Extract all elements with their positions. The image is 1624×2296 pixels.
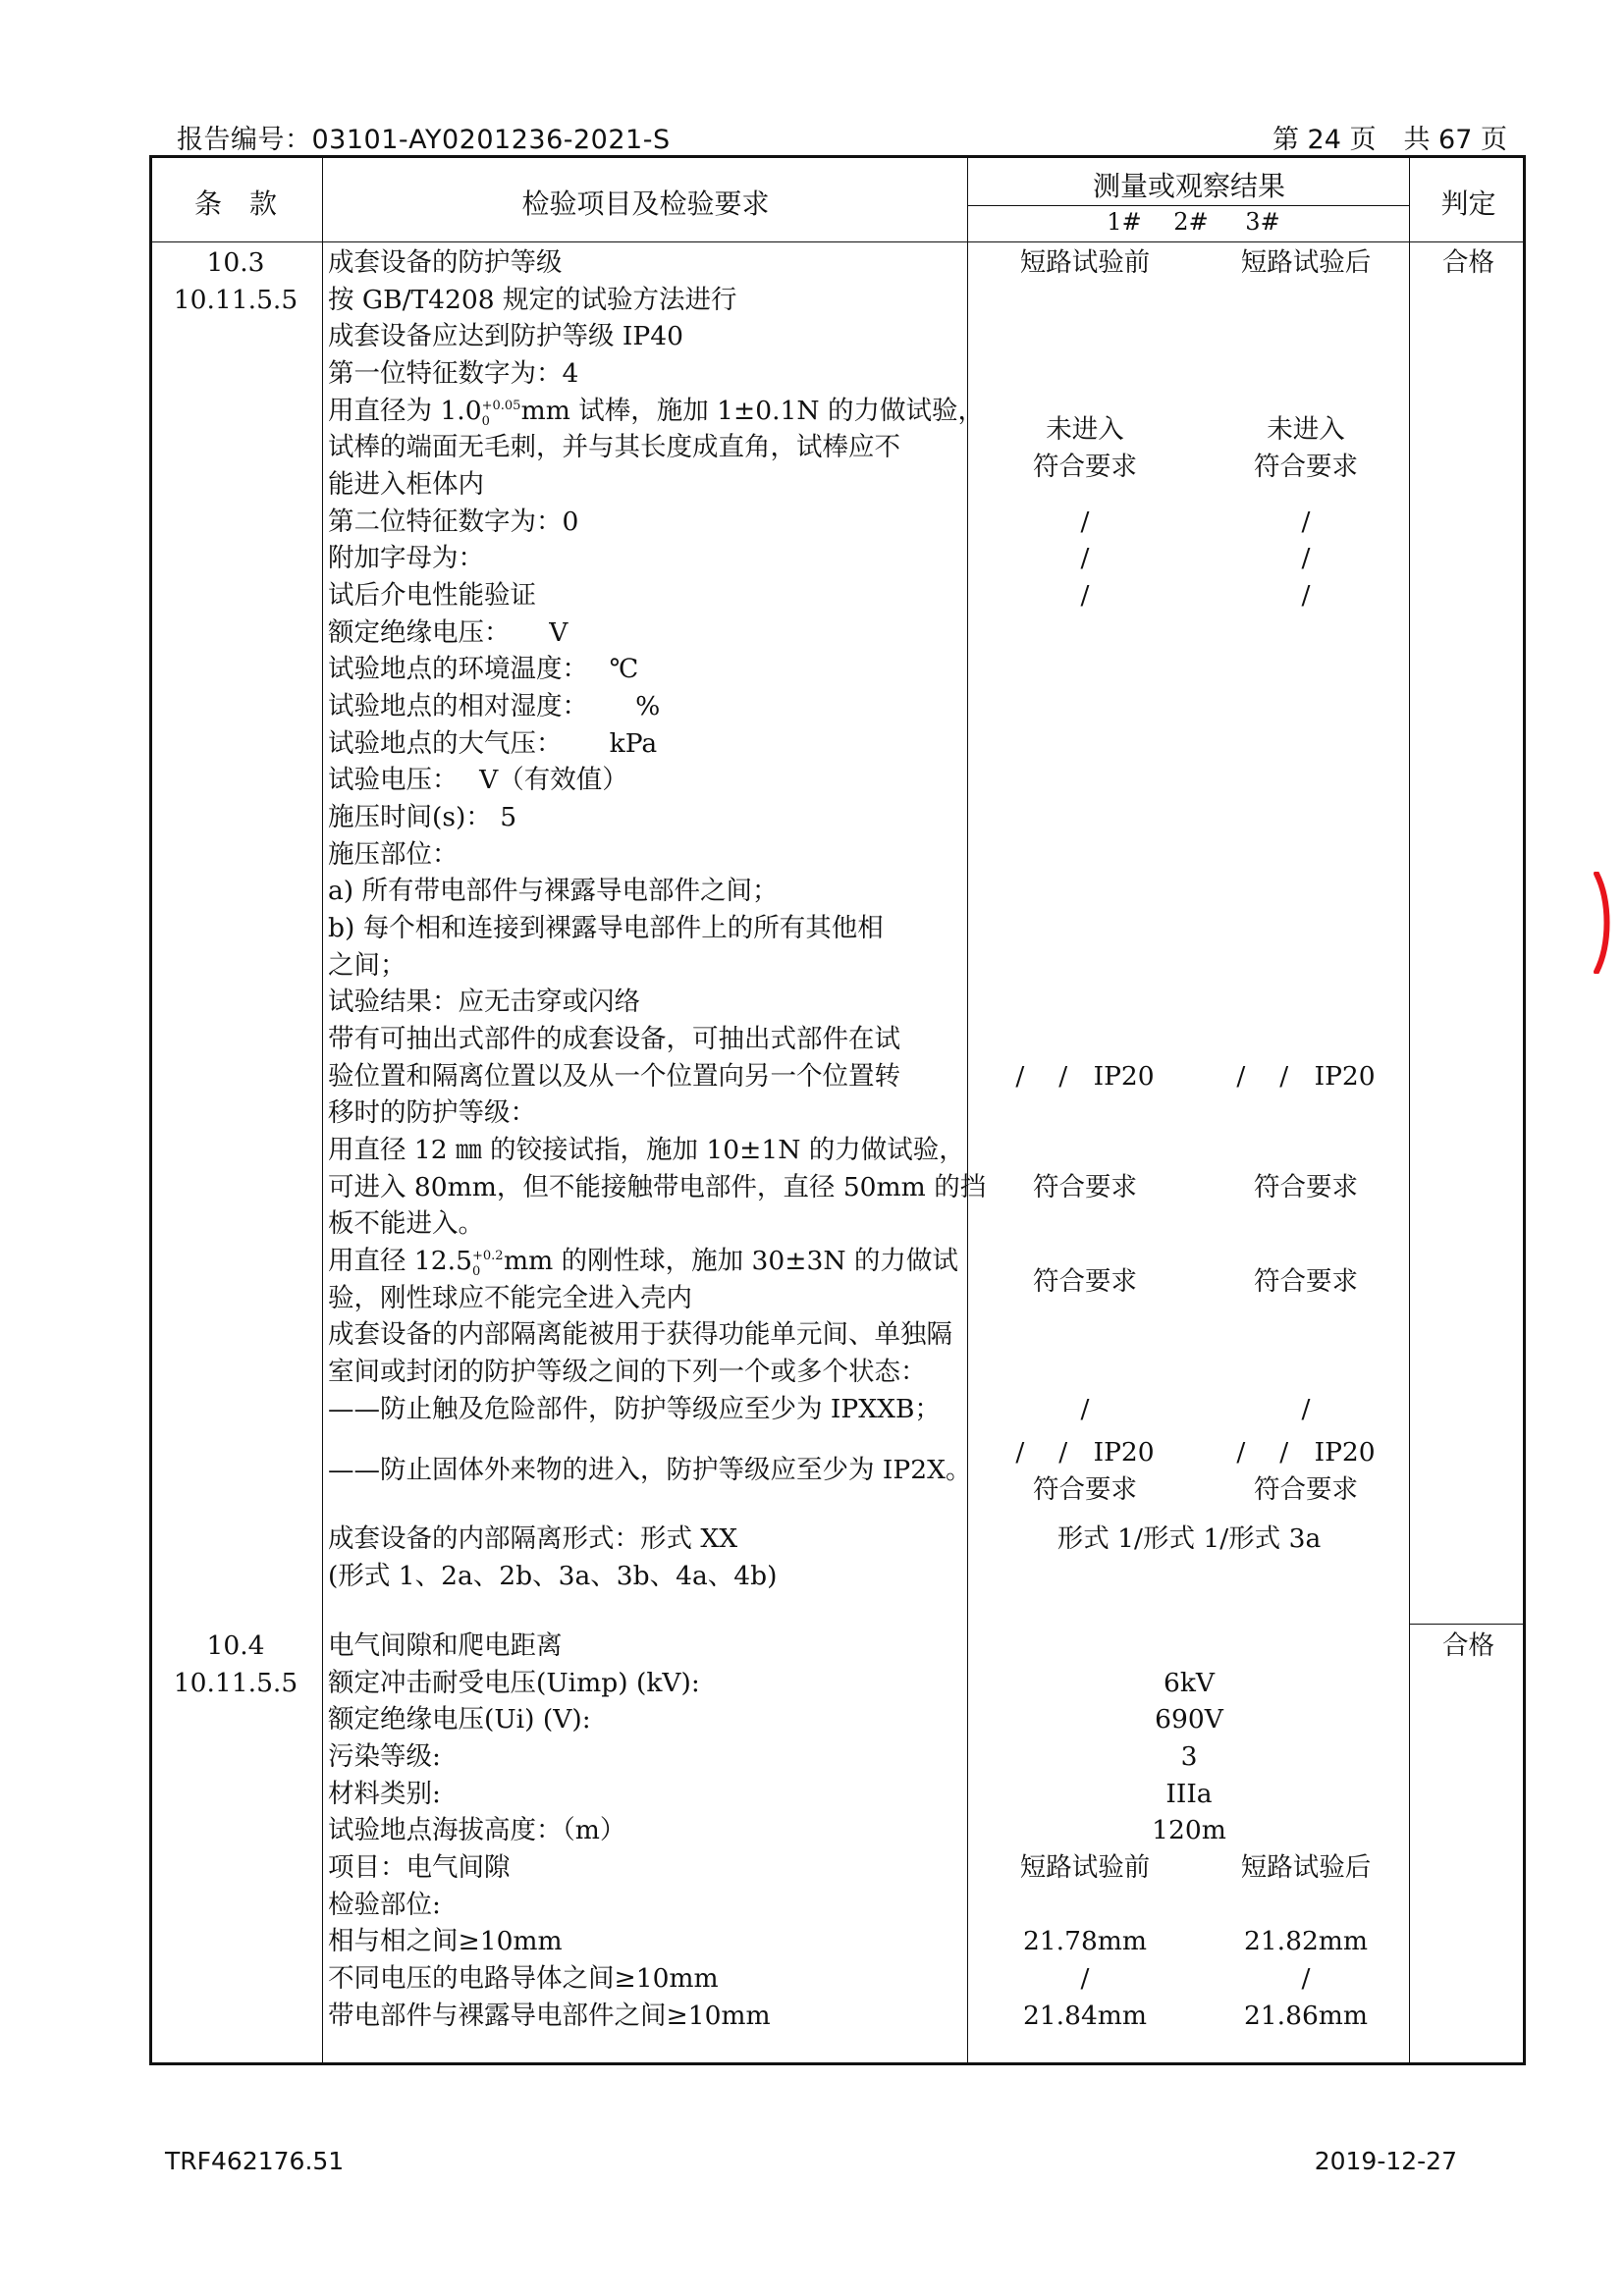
sec1-b-line-12: 施压部位： — [328, 839, 459, 870]
withdrawable-ip-after: / / IP20 — [1236, 1061, 1376, 1092]
rigid-ball-tolerance-lower: 0 — [471, 1264, 481, 1279]
test-rod-text: 用直径为 1.0 — [328, 396, 482, 426]
test-rod-requirement — [328, 393, 984, 430]
sec1-c-line-7: (形式 1、2a、2b、3a、3b、4a、4b) — [328, 1561, 778, 1591]
sample-3: 3# — [1245, 208, 1280, 236]
sample-2: 2# — [1173, 208, 1209, 236]
test-rod-tolerance-lower: 0 — [481, 414, 490, 429]
sec1-b-line-13: a) 所有带电部件与裸露导电部件之间； — [328, 876, 779, 906]
sec1-b-line-2: 能进入柜体内 — [328, 469, 484, 500]
ipxxb-after: / — [1301, 1394, 1311, 1424]
sec1-b-line-17: 带有可抽出式部件的成套设备，可抽出式部件在试 — [328, 1024, 900, 1054]
diff-voltage-before: / — [1080, 1963, 1090, 1994]
clause-10-3: 10.3 — [206, 247, 265, 278]
col-header-verdict: 判定 — [1440, 187, 1496, 220]
sec1-b-line-20: 用直径 12 ㎜ 的铰接试指，施加 10±1N 的力做试验， — [328, 1135, 965, 1165]
sec2-line-1: 电气间隙和爬电距离 — [328, 1630, 563, 1661]
rod-result-after: 未进入 — [1267, 414, 1345, 445]
sec1-b-line-11: 施压时间(s)： 5 — [328, 802, 517, 832]
sec2-line-5: 材料类别: — [328, 1779, 441, 1809]
ip2x-before: / / IP20 — [1015, 1437, 1155, 1468]
report-number — [177, 118, 671, 156]
live-part-after: 21.86mm — [1243, 2001, 1369, 2031]
col-header-item: 检验项目及检验要求 — [521, 187, 770, 220]
clause-10-4: 10.4 — [206, 1630, 265, 1661]
rod-verdict-before: 符合要求 — [1033, 452, 1137, 482]
form-number: TRF462176.51 — [165, 2147, 345, 2175]
sample-1: 1# — [1107, 208, 1142, 236]
sec1-b-line-16: 试验结果：应无击穿或闪络 — [328, 987, 640, 1017]
sec1-b-line-10: 试验电压： V（有效值） — [328, 765, 628, 795]
clearance-after-header: 短路试验后 — [1240, 1852, 1372, 1883]
phase-clearance-before: 21.78mm — [1022, 1926, 1148, 1956]
second-digit-before: / — [1080, 507, 1090, 537]
sec2-line-4: 污染等级: — [328, 1741, 441, 1772]
sec1-b-line-5: 试后介电性能验证 — [328, 580, 536, 611]
sec1-b-line-1: 试棒的端面无毛刺，并与其长度成直角，试棒应不 — [328, 432, 900, 462]
sec1-c-line-1: 验，刚性球应不能完全进入壳内 — [328, 1283, 692, 1313]
ui-value: 690V — [1155, 1704, 1223, 1735]
col-divider-result — [1409, 155, 1410, 2065]
sec1-c-line-2: 成套设备的内部隔离能被用于获得功能单元间、单独隔 — [328, 1319, 952, 1350]
clause-10-11-5-5-b: 10.11.5.5 — [173, 1668, 298, 1698]
ipxxb-before: / — [1080, 1394, 1090, 1424]
sec1-b-line-8: 试验地点的相对湿度： % — [328, 691, 661, 721]
live-part-before: 21.84mm — [1022, 2001, 1148, 2031]
sec1-line-2: 按 GB/T4208 规定的试验方法进行 — [328, 285, 737, 315]
finger-result-before: 符合要求 — [1033, 1172, 1137, 1202]
ball-result-before: 符合要求 — [1033, 1266, 1137, 1297]
rigid-ball-text-rest: mm 的刚性球，施加 30±3N 的力做试 — [503, 1246, 958, 1276]
ip2x-verdict-before: 符合要求 — [1033, 1474, 1137, 1505]
verdict-10-3: 合格 — [1442, 247, 1494, 278]
rod-verdict-after: 符合要求 — [1254, 452, 1358, 482]
pollution-degree-value: 3 — [1180, 1741, 1198, 1772]
sec1-b-line-3: 第二位特征数字为：0 — [328, 507, 579, 537]
sec1-b-line-7: 试验地点的环境温度： ℃ — [328, 654, 639, 684]
sec1-b-line-22: 板不能进入。 — [328, 1208, 484, 1239]
dielectric-before: / — [1080, 580, 1090, 611]
sec1-line-4: 第一位特征数字为：4 — [328, 358, 579, 389]
page-number: 第 24 页 — [1272, 125, 1377, 155]
col-header-clause: 条 款 — [193, 187, 277, 220]
sec1-c-line-4: ——防止触及危险部件，防护等级应至少为 IPXXB； — [328, 1394, 941, 1424]
ball-result-after: 符合要求 — [1254, 1266, 1358, 1297]
verdict-10-4: 合格 — [1442, 1630, 1494, 1661]
verdict-divider — [1409, 1624, 1526, 1625]
report-number-value: 03101-AY0201236-2021-S — [311, 125, 671, 155]
seal-edge-mark — [1593, 872, 1616, 974]
result-before-header: 短路试验前 — [1019, 247, 1151, 278]
sec2-line-8: 检验部位: — [328, 1890, 441, 1920]
sec2-line-7: 项目：电气间隙 — [328, 1852, 511, 1883]
ip2x-verdict-after: 符合要求 — [1254, 1474, 1358, 1505]
sec1-b-line-21: 可进入 80mm，但不能接触带电部件，直径 50mm 的挡 — [328, 1172, 987, 1202]
uimp-value: 6kV — [1163, 1668, 1216, 1698]
sec1-c-line-5: ——防止固体外来物的进入，防护等级应至少为 IP2X。 — [328, 1455, 972, 1485]
form-date: 2019-12-27 — [1314, 2147, 1457, 2175]
header-bottom-rule — [149, 241, 1526, 242]
sec1-b-line-19: 移时的防护等级： — [328, 1097, 536, 1128]
test-rod-tolerance-upper: +0.05 — [481, 399, 521, 413]
diff-voltage-after: / — [1301, 1963, 1311, 1994]
page-total: 共 67 页 — [1403, 125, 1507, 155]
ip2x-after: / / IP20 — [1236, 1437, 1376, 1468]
col-divider-item — [967, 155, 968, 2065]
test-rod-text-rest: mm 试棒，施加 1±0.1N 的力做试验， — [520, 396, 985, 426]
sec1-b-line-14: b) 每个相和连接到裸露导电部件上的所有其他相 — [328, 913, 884, 943]
clearance-before-header: 短路试验前 — [1019, 1852, 1151, 1883]
sec1-line-1: 成套设备的防护等级 — [328, 247, 563, 278]
sec2-line-2: 额定冲击耐受电压(Uimp) (kV): — [328, 1668, 700, 1698]
sec1-line-3: 成套设备应达到防护等级 IP40 — [328, 321, 683, 351]
sec2-line-3: 额定绝缘电压(Ui) (V): — [328, 1704, 591, 1735]
finger-result-after: 符合要求 — [1254, 1172, 1358, 1202]
dielectric-after: / — [1301, 580, 1311, 611]
page-indicator — [1272, 118, 1507, 156]
sec1-b-line-4: 附加字母为： — [328, 543, 484, 573]
separation-form-result: 形式 1/形式 1/形式 3a — [1056, 1523, 1322, 1554]
sec2-line-6: 试验地点海拔高度：（m） — [328, 1815, 626, 1845]
material-group-value: IIIa — [1165, 1779, 1213, 1809]
sec1-b-line-18: 验位置和隔离位置以及从一个位置向另一个位置转 — [328, 1061, 900, 1092]
second-digit-after: / — [1301, 507, 1311, 537]
result-after-header: 短路试验后 — [1240, 247, 1372, 278]
report-number-label: 报告编号： — [177, 125, 312, 155]
sec1-b-line-9: 试验地点的大气压： kPa — [328, 728, 658, 759]
clause-10-11-5-5: 10.11.5.5 — [173, 285, 298, 315]
header-sub-rule — [967, 205, 1409, 206]
sec1-c-line-6: 成套设备的内部隔离形式：形式 XX — [328, 1523, 738, 1554]
phase-clearance-after: 21.82mm — [1243, 1926, 1369, 1956]
col-divider-clause — [322, 155, 323, 2065]
rigid-ball-text: 用直径 12.5 — [328, 1246, 472, 1276]
sec2-line-11: 带电部件与裸露导电部件之间≥10mm — [328, 2001, 771, 2031]
sec1-c-line-3: 室间或封闭的防护等级之间的下列一个或多个状态： — [328, 1357, 927, 1387]
rigid-ball-tolerance-upper: +0.2 — [471, 1249, 504, 1263]
col-header-result: 测量或观察结果 — [1092, 170, 1285, 202]
sec1-b-line-6: 额定绝缘电压： V — [328, 617, 568, 648]
letter-before: / — [1080, 543, 1090, 573]
letter-after: / — [1301, 543, 1311, 573]
rod-result-before: 未进入 — [1046, 414, 1124, 445]
sec2-line-10: 不同电压的电路导体之间≥10mm — [328, 1963, 719, 1994]
altitude-value: 120m — [1152, 1815, 1226, 1845]
sec2-line-9: 相与相之间≥10mm — [328, 1926, 563, 1956]
withdrawable-ip-before: / / IP20 — [1015, 1061, 1155, 1092]
sec1-b-line-15: 之间； — [328, 950, 406, 981]
rigid-ball-requirement — [328, 1243, 958, 1280]
